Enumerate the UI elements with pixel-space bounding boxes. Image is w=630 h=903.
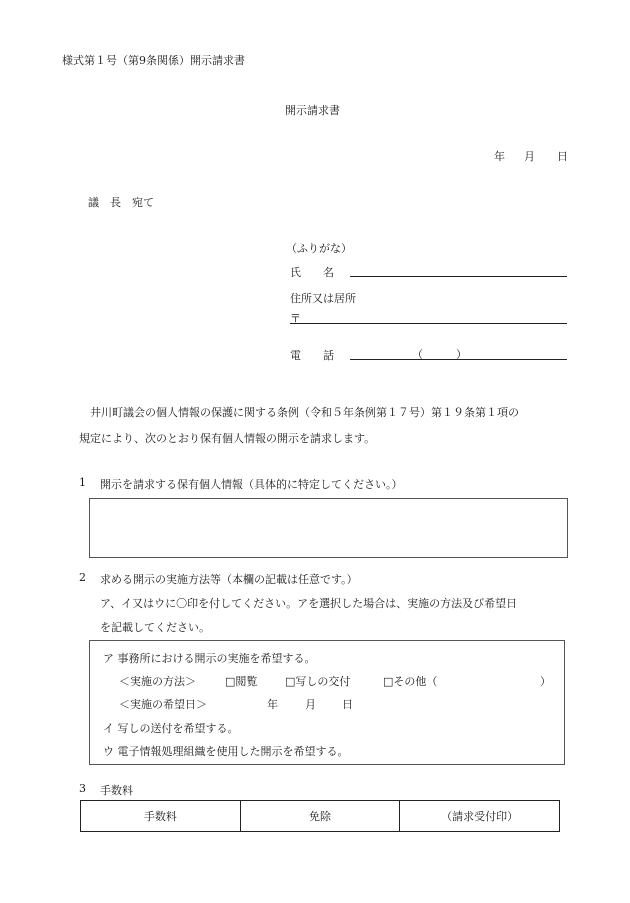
section3-number: 3 — [79, 782, 86, 795]
date-month: 月 — [524, 150, 535, 163]
postal-mark: 〒 — [290, 312, 301, 325]
checkbox-copy[interactable]: □写しの交付 — [285, 675, 351, 688]
date-year: 年 — [494, 150, 505, 163]
section1-number: 1 — [79, 476, 86, 489]
option-u[interactable]: ウ 電子情報処理組織を使用した開示を希望する。 — [103, 745, 349, 758]
addressee: 議 長 宛て — [88, 196, 154, 209]
checkbox-view[interactable]: □閲覧 — [225, 675, 258, 688]
option-i[interactable]: イ 写しの送付を希望する。 — [103, 722, 239, 735]
section2-note-2: を記載してください。 — [100, 621, 210, 634]
hope-date-year: 年 — [267, 698, 278, 711]
requested-info-input[interactable] — [89, 498, 568, 558]
intro-line-2: 規定により、次のとおり保有個人情報の開示を請求します。 — [79, 432, 376, 445]
name-label: 氏 名 — [290, 266, 334, 279]
section2-title: 求める開示の実施方法等（本欄の記載は任意です。） — [100, 573, 358, 586]
address-field[interactable] — [290, 323, 567, 324]
phone-label: 電 話 — [290, 349, 334, 362]
section1-title: 開示を請求する保有個人情報（具体的に特定してください。） — [100, 478, 403, 491]
option-a[interactable]: ア 事務所における開示の実施を希望する。 — [103, 652, 316, 665]
fee-cell-exempt: 免除 — [240, 801, 400, 832]
furigana-label: （ふりがな） — [286, 242, 352, 255]
date-day: 日 — [557, 150, 568, 163]
name-field[interactable] — [350, 276, 567, 277]
page-title: 開示請求書 — [285, 104, 340, 117]
fee-cell-label: 手数料 — [81, 801, 241, 832]
address-label: 住所又は居所 — [290, 292, 356, 305]
hope-date-month: 月 — [305, 698, 316, 711]
section2-number: 2 — [79, 571, 86, 584]
form-label: 様式第１号（第9条関係）開示請求書 — [62, 54, 245, 67]
phone-area-code: （ ） — [412, 348, 467, 361]
date-label: ＜実施の希望日＞ — [119, 698, 207, 711]
fee-cell-stamp: （請求受付印） — [400, 801, 560, 832]
checkbox-other-close: ） — [540, 675, 551, 688]
section2-note-1: ア、イ又はウに〇印を付してください。アを選択した場合は、実施の方法及び希望日 — [100, 597, 518, 610]
checkbox-other[interactable]: □その他（ — [383, 675, 438, 688]
intro-line-1: 井川町議会の個人情報の保護に関する条例（令和５年条例第１７号）第１９条第１項の — [90, 406, 519, 419]
method-label: ＜実施の方法＞ — [119, 675, 196, 688]
section3-title: 手数料 — [100, 784, 133, 797]
fee-table — [80, 800, 560, 832]
hope-date-day: 日 — [342, 698, 353, 711]
